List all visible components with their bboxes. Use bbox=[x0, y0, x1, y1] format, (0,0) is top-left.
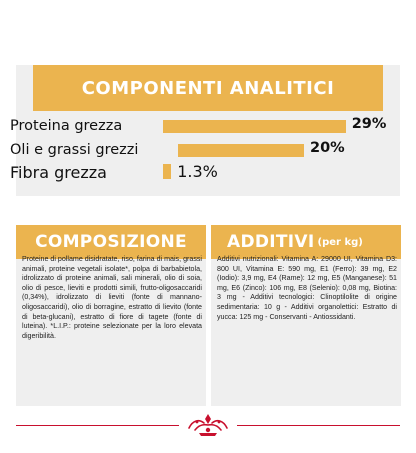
analytics-row-value: 20% bbox=[310, 140, 345, 156]
analytics-row-label: Proteina grezza bbox=[10, 118, 123, 134]
composition-title: COMPOSIZIONE bbox=[35, 232, 187, 252]
additives-header bbox=[211, 225, 401, 259]
analytics-row-value: 1.3% bbox=[177, 162, 218, 181]
additives-card bbox=[211, 225, 401, 406]
analytics-row-protein bbox=[10, 115, 122, 137]
analytics-header bbox=[33, 65, 383, 111]
additives-subtitle: (per kg) bbox=[317, 236, 363, 248]
analytics-row-value: 29% bbox=[351, 116, 387, 132]
crown-logo-icon bbox=[183, 411, 233, 439]
additives-title: ADDITIVI bbox=[227, 232, 315, 252]
footer-line-right bbox=[237, 425, 400, 426]
composition-card bbox=[16, 225, 206, 406]
analytics-row-fiber bbox=[10, 161, 107, 183]
footer-line-left bbox=[16, 425, 179, 426]
analytics-row-fat bbox=[10, 139, 138, 161]
analytics-row-label: Fibra grezza bbox=[10, 162, 107, 182]
analytics-bar bbox=[178, 144, 304, 157]
analytics-title: COMPONENTI ANALITICI bbox=[81, 77, 335, 99]
analytics-row-label: Oli e grassi grezzi bbox=[10, 142, 139, 158]
analytics-bar bbox=[163, 164, 171, 179]
composition-header bbox=[16, 225, 206, 259]
composition-text: Proteine di pollame disidratate, riso, farina di mais, grassi animali, proteine vegetali isolate*, polpa di barbabietola, idrolizzato di proteine animali, sali minerali, olio di soia, olio di pesce, lieviti e prodotti simili, frutto-oligosaccaridi (0,34%), idrolizzato di lieviti (fonte di mannano-oligosaccaridi), olio di borragine, estratto di lievito (fonte di beta-glucani), estratto di fiore di tagete (fonte di luteina). *L.I.P.: proteine selezionate per la loro elevata digeribilità. bbox=[22, 255, 202, 340]
analytics-bar bbox=[163, 120, 346, 133]
additives-text: Additivi nutrizionali: Vitamina A: 29000 UI, Vitamina D3: 800 UI, Vitamina E: 590 mg, E1 (Ferro): 39 mg, E2 (Iodio): 3,9 mg, E4 (Rame): 12 mg, E5 (Manganese): 51 mg, E6 (Zinco): 106 mg, E8 (Selenio): 0,08 mg, Biotina: 3 mg - Additivi tecnologici: Clinoptilolite di origine sedimentaria: 10 g - Additivi organolettici: Estratto di yucca: 125 mg - Conservanti - Antiossidanti. bbox=[217, 255, 397, 321]
